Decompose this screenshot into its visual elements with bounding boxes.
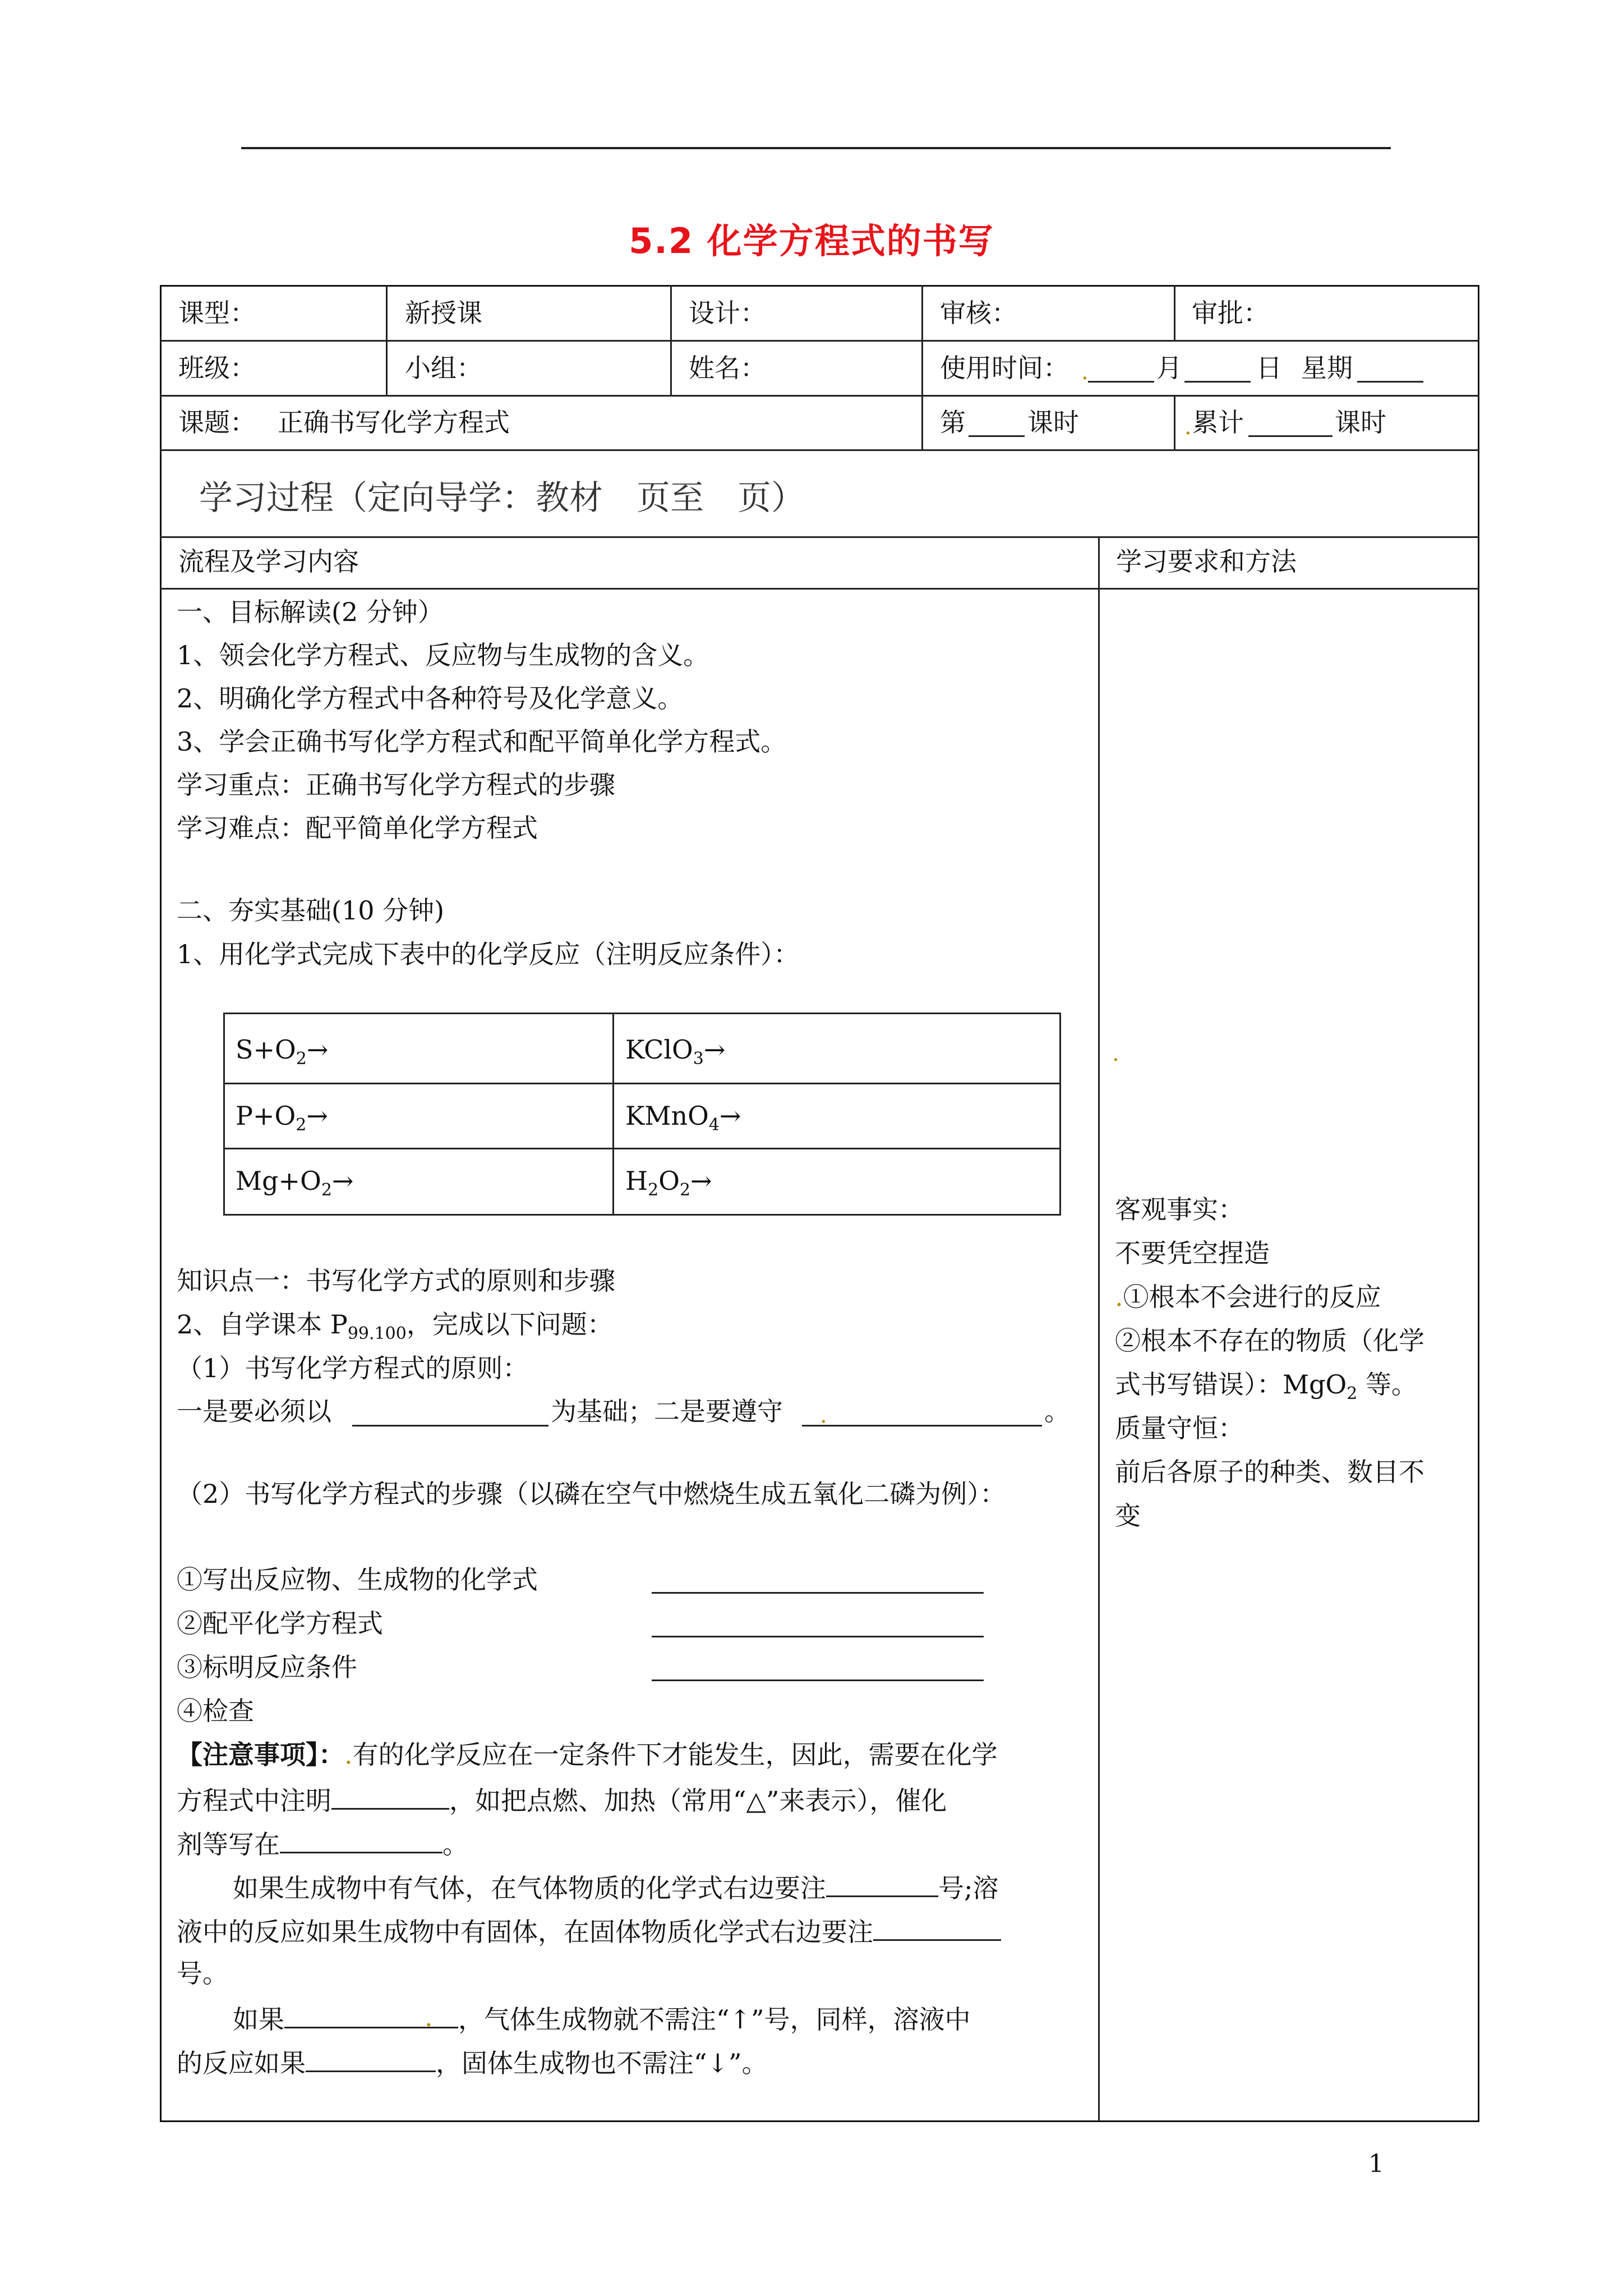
reaction-table-line <box>223 1148 1061 1149</box>
step-item: ②配平化学方程式 <box>177 1608 383 1639</box>
lesson-blank <box>969 435 1025 437</box>
table-border-left <box>160 285 162 2122</box>
side-note: 变 <box>1115 1501 1141 1531</box>
task2-text: 2、自学课本 $P_{99.100}$，完成以下问题： <box>177 1309 613 1343</box>
goal-item: 1、领会化学方程式、反应物与生成物的含义。 <box>177 640 709 670</box>
reaction-table-line <box>223 1214 1061 1216</box>
col-line <box>670 285 672 395</box>
step-blank <box>652 1636 984 1637</box>
reaction-table-line <box>612 1013 614 1216</box>
weekday-blank <box>1357 381 1423 383</box>
time-label: 使用时间： <box>940 353 1069 383</box>
stray-dot: . <box>1184 414 1192 440</box>
difficulty-text: 学习难点：配平简单化学方程式 <box>177 813 538 843</box>
approve-label: 审批： <box>1192 298 1269 328</box>
reaction-table-line <box>223 1013 1061 1014</box>
principle-c: 。 <box>1044 1396 1070 1427</box>
if-line-1: 如果 . ，气体生成物就不需注“↑”号，同样，溶液中 <box>233 2002 971 2035</box>
course-type-label: 课型： <box>178 298 256 328</box>
gas-line-3: 号。 <box>177 1958 228 1989</box>
row-line <box>160 449 1479 451</box>
design-label: 设计： <box>689 298 766 328</box>
side-note: 式书写错误）：MgO$_2$ 等。 <box>1115 1369 1417 1404</box>
section2-heading: 二、夯实基础(10 分钟) <box>177 895 445 926</box>
principle-blank-2 <box>802 1425 1042 1427</box>
gas-line-1: 如果生成物中有气体，在气体物质的化学式右边要注 号;溶 <box>233 1873 999 1903</box>
total-prefix: 累计 <box>1192 407 1244 438</box>
row-line <box>160 588 1479 590</box>
col-line <box>1174 395 1175 449</box>
month-label: 月 <box>1156 353 1182 383</box>
total-suffix: 课时 <box>1335 407 1386 438</box>
side-note: 质量守恒： <box>1115 1413 1244 1443</box>
lesson-prefix: 第 <box>940 407 966 438</box>
day-label: 日 <box>1256 353 1282 383</box>
review-label: 审核： <box>940 298 1017 328</box>
step-item: ①写出反应物、生成物的化学式 <box>177 1565 538 1595</box>
stray-dot: . <box>1081 359 1089 385</box>
step-item: ③标明反应条件 <box>177 1652 357 1682</box>
principle-heading: （1）书写化学方程式的原则： <box>177 1353 529 1383</box>
reaction-table-line <box>1059 1013 1061 1216</box>
group-label: 小组： <box>405 353 482 383</box>
class-label: 班级： <box>178 353 256 383</box>
top-rule <box>241 147 1391 149</box>
table-border-right <box>1478 285 1479 2122</box>
lesson-suffix: 课时 <box>1027 407 1079 438</box>
page-number: 1 <box>1368 2150 1384 2178</box>
side-note: 客观事实： <box>1115 1194 1244 1225</box>
step-item: ④检查 <box>177 1696 254 1726</box>
focus-text: 学习重点：正确书写化学方程式的步骤 <box>177 770 615 800</box>
col-line <box>1174 285 1175 340</box>
task1-text: 1、用化学式完成下表中的化学反应（注明反应条件）： <box>177 939 800 969</box>
topic-value: 正确书写化学方程式 <box>278 407 510 438</box>
step-blank <box>652 1592 984 1594</box>
steps-heading: （2）书写化学方程式的步骤（以磷在空气中燃烧生成五氧化二磷为例）： <box>177 1479 1006 1509</box>
side-note: .①根本不会进行的反应 <box>1115 1282 1381 1312</box>
reaction-cell: KClO$_3$→ <box>625 1034 726 1069</box>
table-border-bottom <box>160 2120 1479 2122</box>
if-line-2: 的反应如果 ，固体生成物也不需注“↓”。 <box>177 2048 768 2078</box>
table-border-top <box>160 285 1479 287</box>
weekday-label: 星期 <box>1301 353 1353 383</box>
reaction-cell: $S+O_2\to$ <box>236 1034 329 1069</box>
stray-dot: . <box>820 1402 827 1428</box>
side-note: 前后各原子的种类、数目不 <box>1115 1457 1424 1487</box>
name-label: 姓名： <box>689 353 766 383</box>
total-blank <box>1248 435 1332 437</box>
reaction-cell: KMnO$_4$→ <box>625 1101 741 1135</box>
goal-item: 2、明确化学方程式中各种符号及化学意义。 <box>177 683 684 714</box>
day-blank <box>1184 381 1251 383</box>
note-line-2: 方程式中注明 ，如把点燃、加热（常用“△”来表示），催化 <box>177 1786 947 1816</box>
step-blank <box>652 1680 984 1681</box>
reaction-cell: $Mg+O_2\to$ <box>236 1166 354 1200</box>
note-line-1: 【注意事项】：.有的化学反应在一定条件下才能发生，因此，需要在化学 <box>177 1740 998 1770</box>
goal-item: 3、学会正确书写化学方程式和配平简单化学方程式。 <box>177 726 787 757</box>
stray-dot: . <box>1112 1041 1119 1066</box>
reaction-table-line <box>223 1013 225 1216</box>
col-line <box>921 285 923 449</box>
principle-blank-1 <box>352 1425 548 1427</box>
month-blank <box>1088 381 1154 383</box>
row-line <box>160 536 1479 538</box>
row-line <box>160 395 1479 397</box>
reaction-cell: $P+O_2\to$ <box>236 1101 328 1135</box>
principle-b: 为基础；二是要遵守 <box>551 1396 783 1427</box>
gas-line-2: 液中的反应如果生成物中有固体，在固体物质化学式右边要注 <box>177 1917 1001 1945</box>
column-left-header: 流程及学习内容 <box>178 546 359 577</box>
col-line <box>1098 536 1100 2122</box>
topic-label: 课题： <box>178 407 256 438</box>
row-line <box>160 340 1479 342</box>
section1-heading: 一、目标解读(2 分钟） <box>177 597 444 627</box>
side-note: ②根本不存在的物质（化学 <box>1115 1326 1424 1356</box>
knowledge-point: 知识点一：书写化学方式的原则和步骤 <box>177 1266 615 1296</box>
note-line-3: 剂等写在 。 <box>177 1829 468 1860</box>
course-type-value: 新授课 <box>405 298 482 328</box>
reaction-table-line <box>223 1083 1061 1084</box>
side-note: 不要凭空捏造 <box>1115 1238 1270 1268</box>
process-heading: 学习过程（定向导学：教材 页至 页） <box>199 478 805 518</box>
reaction-cell: $H_2O_2\to$ <box>625 1166 712 1200</box>
page-title: 5.2 化学方程式的书写 <box>629 220 994 261</box>
column-right-header: 学习要求和方法 <box>1116 546 1297 577</box>
principle-a: 一是要必须以 <box>177 1396 331 1427</box>
col-line <box>386 285 388 395</box>
